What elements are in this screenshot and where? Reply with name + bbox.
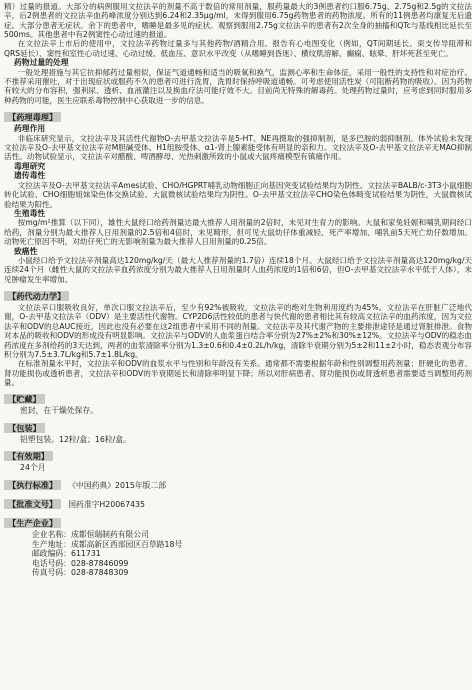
manufacturer-field-postcode: 邮政编码：611731 [32,549,101,559]
approval-row [4,492,472,511]
validity-header: 【有效期】 [4,451,53,461]
reproductive-toxicity-text: 按mg/m²推算（以下同），雄性大鼠经口给药剂量达最大推荐人用剂量的2倍时，未见对生育力的影响。大鼠和家兔妊娠和哺乳期间经口给药，剂量分别为最大推荐人日用剂量的2.5倍和4倍时，未见畸形，但可见大鼠幼仔体重减轻、死产率增加、哺乳前5天死亡幼仔数增加。动物死亡原因不明，对幼仔死亡的无影响剂量为最大推荐人日用剂量的0.25倍。 [4,218,472,247]
standard-text: 《中国药典》2015年版二部 [68,481,167,490]
pharmacology-subtitle: 药理作用 [14,124,46,134]
overdose-treatment-text: 一般处理措施与其它抗抑郁药过量相似，保证气道通畅和适当的吸氧和换气，监测心率和生命体征，采用一般性的支持性和对症治疗。不推荐采用催吐，对于出现症状或服药不久的患者可进行洗胃，洗胃时保持呼吸道通畅。可考虑使用活性炭（可阻断药物的吸收）。因为药物有较大的分布容积，强利尿、透析、血液灌注以及换血疗法可能疗效不大。目前尚无特殊的解毒药。处理药物过量时，应考虑到同时服用多种药物的可能，医生应联系毒物控制中心获取进一步的信息。 [4,67,472,105]
manufacturer-field-phone: 电话号码：028-87846099 [32,558,129,568]
toxicology-title: 毒理研究 [14,161,46,171]
intro-paragraph-2: 在文拉法辛上市后的使用中，文拉法辛药物过量多与其他药物/酒精合用。报告有心电图变化（例如，QT间期延长、束支传导阻滞和QRS延长）、窦性和室性心动过速、心动过缓、低血压、意识水平改变（从嗜睡到昏迷）、横纹肌溶解、癫痫、眩晕、肝坏死甚至死亡。 [4,39,472,58]
pharmacokinetics-header: 【药代动力学】 [4,291,69,301]
standard-row [4,473,472,492]
storage-text: 密封，在干燥处保存。 [20,406,98,416]
pharmacokinetics-paragraph-1: 文拉法辛口服吸收良好，单次口服文拉法辛后，至少有92%被吸收，文拉法辛的绝对生物利用度约为45%。文拉法辛在肝脏广泛地代谢，O-去甲基文拉法辛（ODV）是主要活性代谢物。CYP2D6活性较低的患者与快代谢的患者相比其有较高文拉法辛的血药浓度，因为文拉法辛和ODV的总AUC接近，因此也没有必要在这2组患者中采用不同的剂量。文拉法辛及其代谢产物的主要排泄途径是通过肾脏排泄。食物对本品的吸收和ODV的形成没有明显影响。文拉法辛与ODV的人血浆蛋白结合率分别为27%±2%和30%±12%。文拉法辛与ODV的稳态血药浓度在多剂给药的3天达到，两者的血浆清除率分别为1.3±0.6和0.4±0.2L/h/kg，清除半衰期分别为5±2和11±2小时，稳态表观分布容积分别为7.5±3.7L/kg和5.7±1.8L/kg。 [4,303,472,359]
manufacturer-field-fax: 传真号码：028-87848309 [32,568,129,578]
package-header: 【包装】 [4,423,45,433]
intro-paragraph-1: 精）过量的报道。大部分的病例服用文拉法辛的剂量不高于数倍的常用剂量，服药量最大的3例患者约口服6.75g、2.75g和2.5g的文拉法辛，后2例患者的文拉法辛血药峰浓度分别达到6.24和2.35μg/ml，未得到服用6.75g药物患者的药物浓度。所有的11例患者均康复无后遗症。大部分患者无症状。余下的患者中，嗜睡是最多见的症状。观察到服用2.75g文拉法辛的患者有2次全身的抽搐和QTc与基线相比延长至500ms。其他患者中有2例窦性心动过速的报道。 [4,2,472,40]
overdose-treatment-title: 药物过量的处理 [14,58,69,68]
approval-header: 【批准文号】 [4,499,61,509]
pharmacology-header: 【药理毒理】 [4,112,61,122]
package-text: 铝塑包装。12粒/盒；16粒/盒。 [20,434,131,444]
carcinogenicity-text: 小鼠经口给予文拉法辛剂量高达120mg/kg/天（最大人推荐剂量的1.7倍）连续18个月。大鼠经口给予文拉法辛剂量高达120mg/kg/天连续24个月（雌性大鼠的文拉法辛血药浓度分别为最大推荐人日用剂量时人血药浓度的1倍和6倍，但O-去甲基文拉法辛水平低于人体），未见肿瘤发生率增加。 [4,256,472,284]
pharmacokinetics-paragraph-2: 在标准剂量水平时，文拉法辛和ODV的血浆水平与性别和年龄没有关系。通常都不需要根据年龄和性别调整用药剂量；肝硬化的患者、肾功能损伤或透析患者，文拉法辛和ODV的半衰期延长和清除率明显下降；所以对肝病患者、肾功能损伤或肾透析患者需要适当调整用药剂量。 [4,359,472,387]
manufacturer-header: 【生产企业】 [4,518,61,528]
pharmacology-text: 非临床研究显示，文拉法辛及其活性代谢物O-去甲基文拉法辛是5-HT、NE再摄取的强抑制剂，是多巴胺的弱抑制剂。体外试验未发现文拉法辛及O-去甲基文拉法辛对M胆碱受体、H1组胺受体、α1-肾上腺素能受体有明显的亲和力。文拉法辛及O-去甲基文拉法辛无MAO抑制活性。动物试验显示，文拉法辛对醋酸、啤酒酵母、光热刺激所致的小鼠或大鼠疼痛模型有镇痛作用。 [4,133,472,162]
standard-header: 【执行标准】 [4,480,61,490]
genotoxicity-title: 遗传毒性 [14,171,46,181]
manufacturer-field-address: 生产地址：成都高新区西部园区百草路18号 [32,539,183,549]
carcinogenicity-title: 致癌性 [14,246,38,256]
validity-text: 24个月 [20,463,46,473]
genotoxicity-text: 文拉法辛及O-去甲基文拉法辛Ames试验、CHO/HGPRT哺乳动物细胞正向基因突变试验结果均为阴性。文拉法辛BALB/c-3T3小鼠细胞转化试验、CHO细胞姐妹染色体交换试验、大鼠微核试验结果均为阴性。O-去甲基文拉法辛CHO染色体畸变试验结果为阴性，大鼠微核试验结果为阳性。 [4,180,472,209]
storage-header: 【贮藏】 [4,394,45,404]
manufacturer-field-name: 企业名称：成都恒瑞制药有限公司 [32,530,149,539]
approval-text: 国药准字H20067435 [68,500,145,509]
reproductive-toxicity-title: 生殖毒性 [14,208,46,218]
